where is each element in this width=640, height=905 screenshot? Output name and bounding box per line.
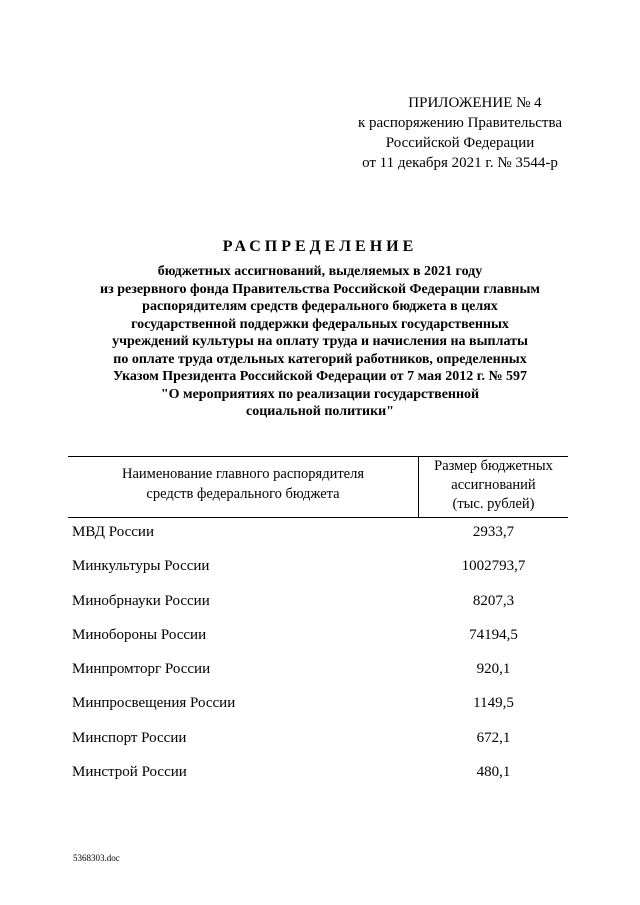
subtitle-line: из резервного фонда Правительства Российской Федерации главным: [100, 281, 540, 297]
subtitle-line: государственной поддержки федеральных государственных: [131, 316, 509, 332]
allocation-value: 672,1: [476, 729, 511, 746]
allocation-value: 74194,5: [469, 626, 518, 643]
table-header-name-column: [68, 464, 418, 504]
appendix-ref-line: к распоряжению Правительства: [357, 115, 562, 131]
table-row: [0, 524, 640, 558]
table-body: [0, 524, 640, 798]
appendix-header: [330, 93, 590, 173]
table-header-amount-column: [419, 457, 568, 514]
header-text: ассигнований: [451, 477, 536, 493]
subtitle-line: Указом Президента Российской Федерации от 7 мая 2012 г. № 597: [112, 369, 528, 384]
table-row: [0, 661, 640, 695]
table-row: [0, 558, 640, 592]
table-row: [0, 764, 640, 798]
allocation-value: 1002793,7: [461, 558, 526, 575]
header-text: Наименование главного распорядителя: [121, 466, 365, 482]
appendix-number: ПРИЛОЖЕНИЕ № 4: [408, 95, 542, 111]
subtitle-line: социальной политики": [245, 404, 394, 419]
table-row: [0, 593, 640, 627]
appendix-ref-line: Российской Федерации: [385, 135, 535, 151]
subtitle-line: "О мероприятиях по реализации государственной: [160, 386, 480, 402]
ministry-name: Минобрнауки России: [72, 592, 210, 609]
ministry-name: Минстрой России: [72, 764, 187, 781]
table-row: [0, 627, 640, 661]
ministry-name: МВД России: [72, 524, 154, 540]
allocation-value: 480,1: [476, 764, 511, 781]
subtitle-line: учреждений культуры на оплату труда и начисления на выплаты: [112, 334, 528, 349]
table-row: [0, 730, 640, 764]
document-file-id: 5368303.doc: [73, 853, 120, 863]
allocation-value: 2933,7: [472, 524, 515, 540]
allocation-value: 1149,5: [473, 695, 514, 712]
subtitle-line: по оплате труда отдельных категорий работников, определенных: [113, 351, 527, 367]
allocation-value: 920,1: [476, 661, 511, 678]
ministry-name: Минпромторг России: [72, 661, 211, 678]
appendix-date-line: от 11 декабря 2021 г. № 3544-р: [362, 155, 558, 171]
ministry-name: Минспорт России: [72, 729, 187, 746]
table-header-bottom-border: [68, 517, 568, 518]
ministry-name: Минпросвещения России: [72, 695, 236, 712]
document-subtitle: [40, 263, 600, 421]
document-title: РАСПРЕДЕЛЕНИЕ: [222, 238, 418, 255]
subtitle-line: бюджетных ассигнований, выделяемых в 2021 году: [157, 264, 483, 279]
subtitle-line: распорядителям средств федерального бюджета в целях: [142, 299, 498, 314]
ministry-name: Минобороны России: [72, 626, 207, 643]
header-text: (тыс. рублей): [452, 496, 535, 512]
header-text: средств федерального бюджета: [146, 486, 340, 502]
allocation-value: 8207,3: [472, 592, 515, 609]
ministry-name: Минкультуры России: [72, 558, 210, 575]
table-row: [0, 695, 640, 729]
header-text: Размер бюджетных: [434, 458, 553, 474]
